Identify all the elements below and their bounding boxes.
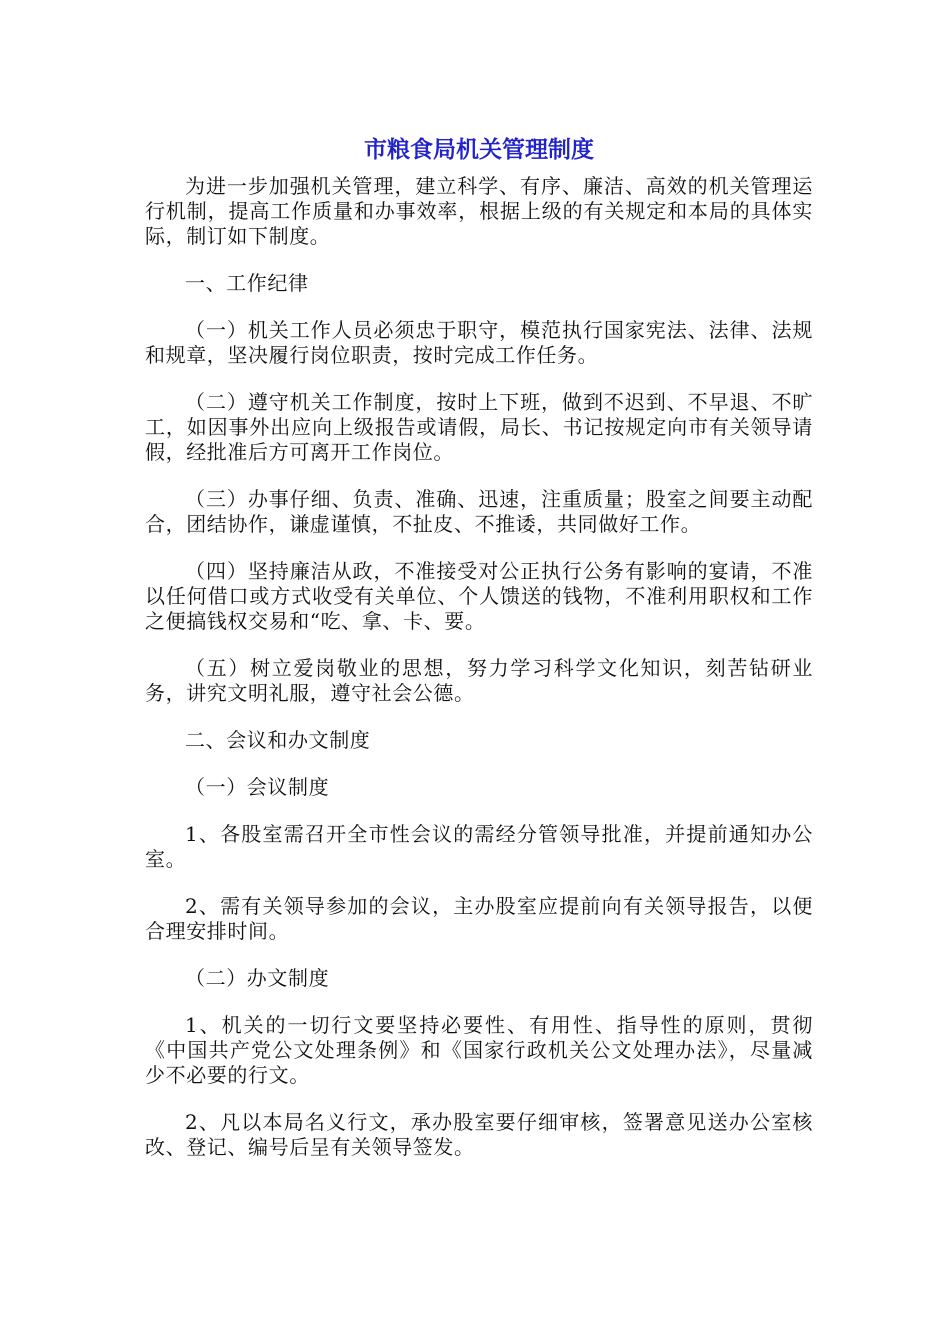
section-heading-discipline: 一、工作纪律 (185, 271, 309, 295)
document-title: 市粮食局机关管理制度 (364, 137, 594, 163)
subsection-heading-meetings: （一）会议制度 (185, 775, 330, 799)
intro-paragraph: 为进一步加强机关管理，建立科学、有序、廉洁、高效的机关管理运行机制，提高工作质量和办事效率，根据上级的有关规定和本局的具体实际，制订如下制度。 (145, 174, 813, 248)
discipline-item-1: （一）机关工作人员必须忠于职守，模范执行国家宪法、法律、法规和规章，坚决履行岗位职责，按时完成工作任务。 (145, 318, 813, 367)
subsection-heading-documents: （二）办文制度 (185, 966, 330, 990)
meeting-item-2: 2、需有关领导参加的会议，主办股室应提前向有关领导报告，以便合理安排时间。 (145, 894, 813, 943)
discipline-item-5: （五）树立爱岗敬业的思想，努力学习科学文化知识，刻苦钻研业务，讲究文明礼服，遵守社会公德。 (145, 656, 813, 705)
section-heading-meetings-documents: 二、会议和办文制度 (185, 728, 371, 752)
discipline-item-2: （二）遵守机关工作制度，按时上下班，做到不迟到、不早退、不旷工，如因事外出应向上级报告或请假，局长、书记按规定向市有关领导请假，经批准后方可离开工作岗位。 (145, 390, 813, 464)
discipline-item-4: （四）坚持廉洁从政，不准接受对公正执行公务有影响的宴请，不准以任何借口或方式收受有关单位、个人馈送的钱物，不准利用职权和工作之便搞钱权交易和“吃、拿、卡、要。 (145, 559, 813, 633)
discipline-item-3: （三）办事仔细、负责、准确、迅速，注重质量；股室之间要主动配合，团结协作，谦虚谨慎，不扯皮、不推诿，共同做好工作。 (145, 487, 813, 536)
document-page (145, 128, 813, 1160)
document-item-1: 1、机关的一切行文要坚持必要性、有用性、指导性的原则，贯彻《中国共产党公文处理条例》和《国家行政机关公文处理办法》，尽量减少不必要的行文。 (145, 1013, 813, 1087)
document-item-2: 2、凡以本局名义行文，承办股室要仔细审核，签署意见送办公室核改、登记、编号后呈有关领导签发。 (145, 1110, 813, 1159)
meeting-item-1: 1、各股室需召开全市性会议的需经分管领导批准，并提前通知办公室。 (145, 822, 813, 871)
